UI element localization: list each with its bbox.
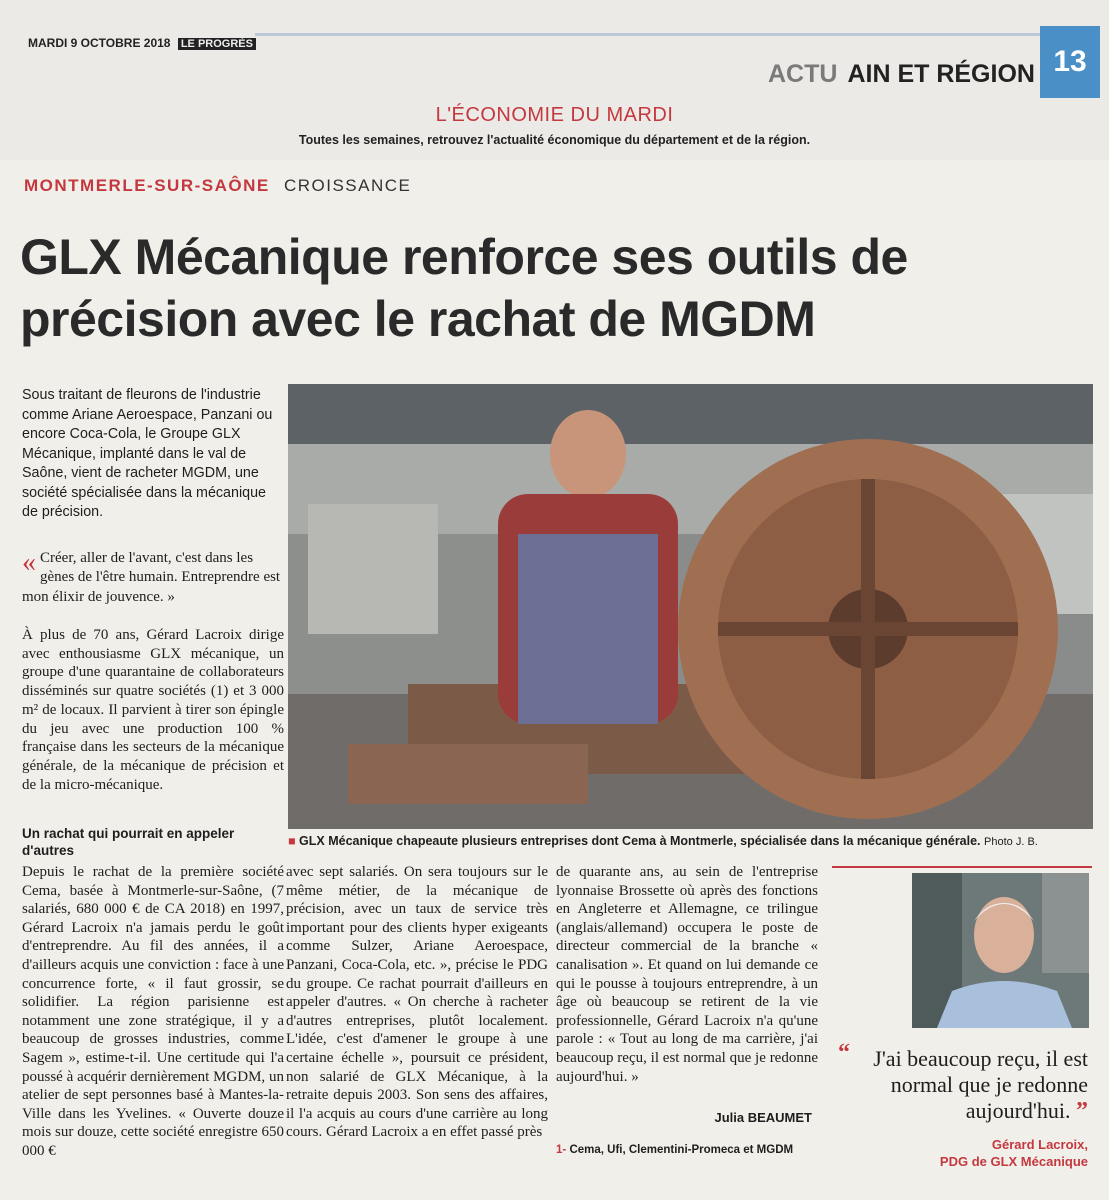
header-rule (255, 33, 1045, 36)
issue-date: MARDI 9 OCTOBRE 2018 (28, 36, 171, 50)
article-theme: CROISSANCE (283, 176, 412, 195)
article-kicker (24, 176, 411, 196)
caption-text: GLX Mécanique chapeaute plusieurs entreprises dont Cema à Montmerle, spécialisée dans la mécanique générale. (299, 834, 981, 848)
section-heading (768, 60, 1035, 89)
quote-box-rule (832, 866, 1092, 868)
pull-quote-close-mark: ” (1076, 1098, 1088, 1124)
pull-quote (838, 1040, 1088, 1124)
workshop-photo (288, 384, 1093, 829)
footnote-number: 1- (556, 1144, 567, 1156)
page-number: 13 (1040, 26, 1100, 98)
workshop-photo-illustration (288, 384, 1093, 829)
opening-quote (22, 549, 284, 607)
body-column-2: avec sept salariés. On sera toujours sur le même métier, de la mécanique de précision, avec un taux de service très important pour des clients hyper exigeants comme Sulzer, Ariane Aeroespace, Panzani, Coca-Cola, etc. », précise le PDG du groupe. Ce rachat pourrait d'ailleurs en appeler d'autres. « On cherche à racheter d'autres entreprises, plutôt localement. L'idée, c'est d'amener le groupe à une certaine échelle », poursuit ce président, non salarié de GLX Mécanique, à la retraite depuis 2003. Son sens des affaires, il l'a acquis au cours d'une carrière au long cours. Gérard Lacroix a en effet passé près (286, 864, 548, 1141)
body-paragraph: À plus de 70 ans, Gérard Lacroix dirige avec enthousiasme GLX mécanique, un groupe d'une quarantaine de collaborateurs disséminés sur quatre sociétés (1) et 3 000 m² de locaux. Il parvient à tirer son épingle du jeu avec une production 100 % française dans les secteurs de la mécanique générale, de la mécanique de précision et de la micro-mécanique. (22, 627, 284, 793)
portrait-illustration (912, 873, 1089, 1028)
pull-quote-attribution (838, 1136, 1088, 1170)
article-headline: GLX Mécanique renforce ses outils de précision avec le rachat de MGDM (20, 229, 908, 347)
pull-quote-author: Gérard Lacroix, (991, 1137, 1088, 1152)
publication-name: LE PROGRÈS (178, 38, 256, 50)
date-line (28, 36, 256, 50)
pull-quote-author-title: PDG de GLX Mécanique (939, 1154, 1088, 1169)
footnote-text: Cema, Ufi, Clementini-Promeca et MGDM (569, 1144, 794, 1156)
opening-quote-text: Créer, aller de l'avant, c'est dans les gènes de l'être humain. Entreprendre est mon élixir de jouvence. » (22, 550, 281, 605)
portrait-photo (912, 873, 1089, 1028)
pull-quote-open-mark: “ (838, 1040, 850, 1066)
feature-title: L'ÉCONOMIE DU MARDI (435, 104, 674, 126)
article-location: MONTMERLE-SUR-SAÔNE (24, 176, 270, 195)
footnote (556, 1142, 818, 1159)
byline: Julia BEAUMET (714, 1110, 812, 1125)
quote-mark: « (22, 547, 36, 578)
body-column-1: Depuis le rachat de la première société Cema, basée à Montmerle-sur-Saône, (7 salariés, 680 000 € de CA 2018) en 1997, Gérard Lacroix n'a jamais perdu le goût d'entreprendre. Au fil des années, il a d'ailleurs acquis une conviction : face à une concurrence forte, « il faut grossir, se solidifier. La région parisienne est notamment une zone stratégique, il y a beaucoup de grosses industries, comme Sagem », estime-t-il. Une certitude qui l'a poussé à acquérir dernièrement MGDM, un atelier de sept personnes basé à Mantes-la-Ville dans les Yvelines. « Ouverte douze mois sur douze, cette société enregistre 650 000 € (22, 864, 284, 1159)
article-subhead: Un rachat qui pourrait en appeler d'autres (22, 826, 235, 858)
body-column-3: de quarante ans, au sein de l'entreprise lyonnaise Brossette où après des fonctions en Angleterre et Allemagne, ce trilingue (anglais/allemand) occupera le poste de directeur commercial de la branche « canalisation ». Et quand on lui demande ce qui le pousse à toujours entreprendre, à un âge où beaucoup se retirent de la vie professionnelle, Gérard Lacroix n'a qu'une parole : « Tout au long de ma carrière, j'ai beaucoup reçu, il est normal que je redonne aujourd'hui. » (556, 864, 818, 1085)
pull-quote-text: J'ai beaucoup reçu, il est normal que je redonne aujourd'hui. (873, 1046, 1088, 1123)
article-lead: Sous traitant de fleurons de l'industrie comme Ariane Aeroespace, Panzani ou encore Coca-Cola, le Groupe GLX Mécanique, implanté dans le val de Saône, vient de racheter MGDM, une société spécialisée dans la mécanique de précision. (22, 387, 273, 520)
photo-caption: ■ GLX Mécanique chapeaute plusieurs entreprises dont Cema à Montmerle, spécialisée dans la mécanique générale. Photo J. B. (288, 834, 1038, 848)
photo-credit: Photo J. B. (984, 836, 1038, 848)
section-prefix: ACTU (768, 60, 838, 88)
section-name: AIN ET RÉGION (847, 60, 1035, 88)
feature-subtitle: Toutes les semaines, retrouvez l'actualité économique du département et de la région. (298, 133, 811, 147)
